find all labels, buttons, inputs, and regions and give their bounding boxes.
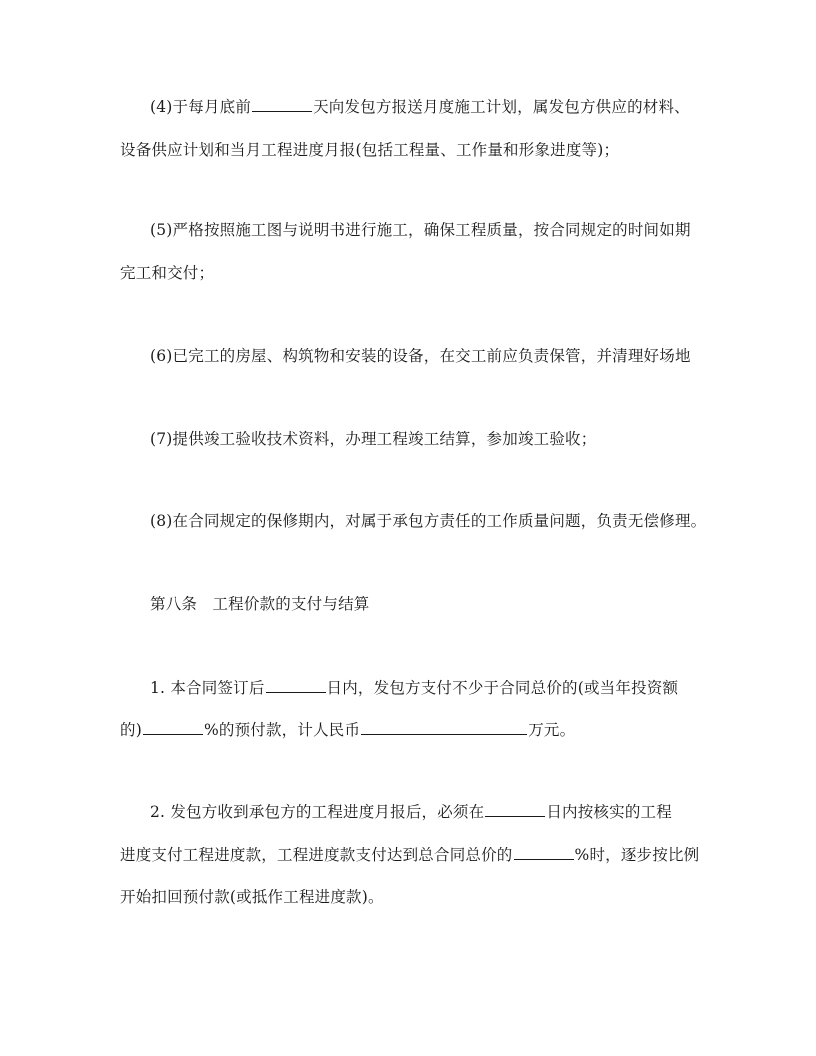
clause2-text-a: 2. 发包方收到承包方的工程进度月报后，必须在 [150, 803, 485, 821]
clause1-text-b: 日内，发包方支付不少于合同总价的(或当年投资额 [326, 679, 679, 697]
item4-line1 [150, 97, 690, 117]
item5-line2: 完工和交付； [120, 264, 215, 282]
clause1-line2 [120, 720, 575, 740]
clause2-line3: 开始扣回预付款(或抵作工程进度款)。 [120, 888, 384, 906]
item4-line2: 设备供应计划和当月工程进度月报(包括工程量、工作量和形象进度等)； [120, 141, 620, 159]
days-blank[interactable] [252, 97, 312, 112]
clause2-text-c: 进度支付工程进度款，工程进度款支付达到总合同总价的 [120, 846, 513, 864]
days-blank[interactable] [485, 802, 545, 817]
article8-heading: 第八条 工程价款的支付与结算 [150, 595, 370, 613]
amount-blank[interactable] [361, 720, 527, 735]
percent-blank[interactable] [143, 720, 203, 735]
item7-line1: (7)提供竣工验收技术资料，办理工程竣工结算，参加竣工验收； [150, 430, 597, 448]
clause1-text-c: 的) [120, 721, 142, 739]
item5-line1: (5)严格按照施工图与说明书进行施工，确保工程质量，按合同规定的时间如期 [150, 221, 691, 239]
item6-line1: (6)已完工的房屋、构筑物和安装的设备，在交工前应负责保管，并清理好场地 [150, 347, 691, 365]
clause2-text-d: %时，逐步按比例 [574, 846, 700, 864]
item4-text-b: 天向发包方报送月度施工计划，属发包方供应的材料、 [313, 98, 690, 116]
clause1-line1 [150, 678, 678, 698]
clause2-text-b: 日内按核实的工程 [546, 803, 672, 821]
days-blank[interactable] [266, 678, 326, 693]
percent-blank[interactable] [514, 845, 574, 860]
clause1-text-e: 万元。 [528, 721, 576, 739]
item8-line1: (8)在合同规定的保修期内，对属于承包方责任的工作质量问题，负责无偿修理。 [150, 512, 707, 530]
clause1-text-a: 1. 本合同签订后 [150, 679, 265, 697]
item4-text-a: (4)于每月底前 [150, 98, 252, 116]
clause2-line1 [150, 802, 672, 822]
clause2-line2 [120, 845, 699, 865]
clause1-text-d: %的预付款，计人民币 [203, 721, 361, 739]
